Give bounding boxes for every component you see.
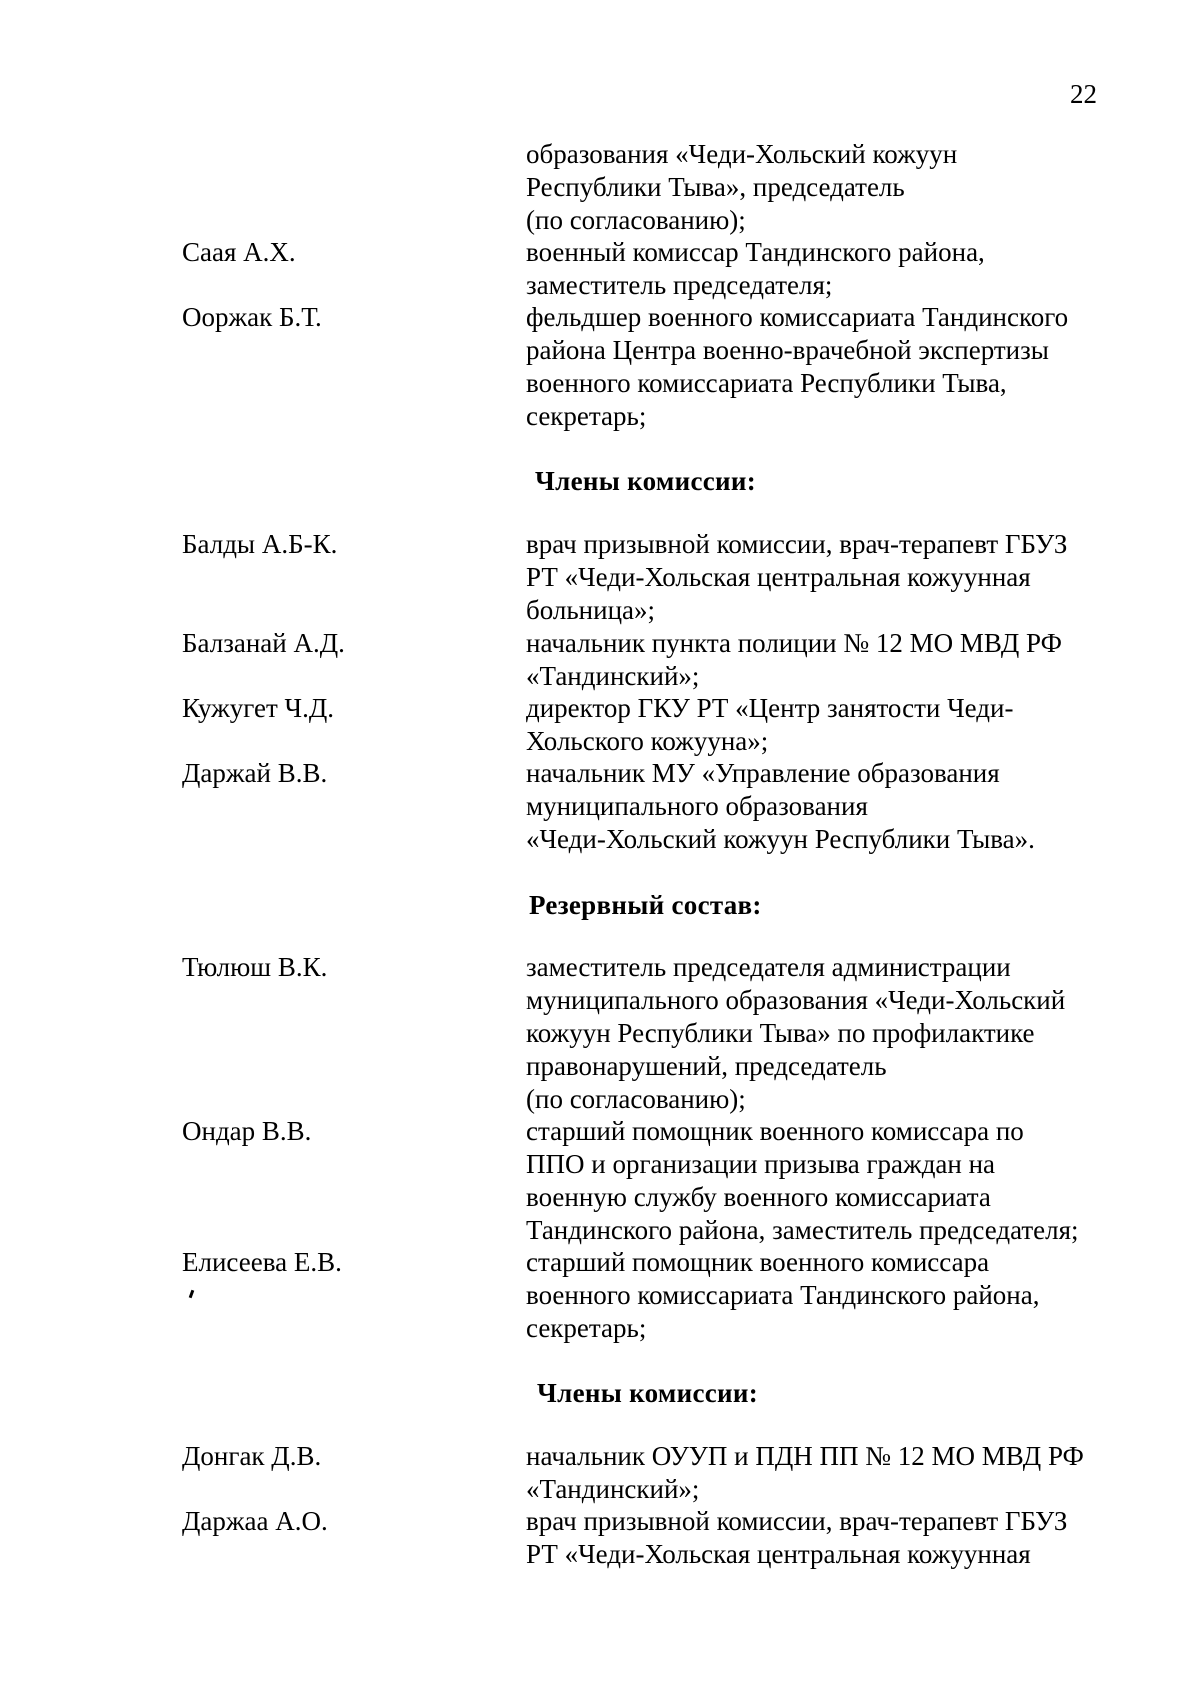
member-role-line: (по согласованию); xyxy=(526,1084,746,1114)
member-role-line: правонарушений, председатель xyxy=(526,1051,887,1081)
page-number: 22 xyxy=(1070,79,1097,109)
member-role-line: директор ГКУ РТ «Центр занятости Чеди- xyxy=(526,693,1014,723)
member-name: Тюлюш В.К. xyxy=(182,952,328,982)
section-heading-reserve: Резервный состав: xyxy=(529,890,762,920)
member-role-line: начальник пункта полиции № 12 МО МВД РФ xyxy=(526,628,1062,658)
member-name: Балды А.Б-К. xyxy=(182,529,338,559)
member-role-line: ППО и организации призыва граждан на xyxy=(526,1149,996,1179)
member-role-line: врач призывной комиссии, врач-терапевт ГБУЗ xyxy=(526,1506,1068,1536)
member-role-line: РТ «Чеди-Хольская центральная кожуунная xyxy=(526,562,1031,592)
scan-mark xyxy=(189,1290,195,1299)
member-name: Кужугет Ч.Д. xyxy=(182,693,334,723)
member-name: Ондар В.В. xyxy=(182,1116,312,1146)
member-role-line: Хольского кожууна»; xyxy=(526,726,769,756)
member-role-line: «Тандинский»; xyxy=(526,1474,700,1504)
member-name: Даржаа А.О. xyxy=(182,1506,328,1536)
member-name: Ооржак Б.Т. xyxy=(182,302,322,332)
member-role-line: фельдшер военного комиссариата Тандинского xyxy=(526,302,1069,332)
member-role-line: заместитель председателя администрации xyxy=(526,952,1011,982)
intro-line: (по согласованию); xyxy=(526,205,746,235)
member-role-line: района Центра военно-врачебной экспертизы xyxy=(526,335,1049,365)
member-role-line: военный комиссар Тандинского района, xyxy=(526,237,985,267)
member-role-line: РТ «Чеди-Хольская центральная кожуунная xyxy=(526,1539,1031,1569)
member-name: Саая А.Х. xyxy=(182,237,296,267)
intro-line: образования «Чеди-Хольский кожуун xyxy=(526,139,958,169)
member-role-line: старший помощник военного комиссара по xyxy=(526,1116,1024,1146)
member-role-line: начальник ОУУП и ПДН ПП № 12 МО МВД РФ xyxy=(526,1441,1084,1471)
intro-line: Республики Тыва», председатель xyxy=(526,172,905,202)
member-role-line: муниципального образования «Чеди-Хольский xyxy=(526,985,1066,1015)
member-role-line: военную службу военного комиссариата xyxy=(526,1182,991,1212)
member-role-line: заместитель председателя; xyxy=(526,270,833,300)
member-role-line: «Тандинский»; xyxy=(526,661,700,691)
member-role-line: муниципального образования xyxy=(526,791,868,821)
member-role-line: начальник МУ «Управление образования xyxy=(526,758,1000,788)
member-name: Донгак Д.В. xyxy=(182,1441,322,1471)
member-role-line: Тандинского района, заместитель председателя; xyxy=(526,1215,1079,1245)
section-heading-members: Члены комиссии: xyxy=(535,466,757,496)
member-role-line: больница»; xyxy=(526,595,656,625)
member-role-line: старший помощник военного комиссара xyxy=(526,1247,990,1277)
section-heading-members: Члены комиссии: xyxy=(537,1378,759,1408)
member-role-line: кожуун Республики Тыва» по профилактике xyxy=(526,1018,1035,1048)
member-role-line: секретарь; xyxy=(526,1313,647,1343)
member-name: Балзанай А.Д. xyxy=(182,628,345,658)
member-role-line: врач призывной комиссии, врач-терапевт ГБУЗ xyxy=(526,529,1068,559)
member-name: Даржай В.В. xyxy=(182,758,328,788)
member-role-line: «Чеди-Хольский кожуун Республики Тыва». xyxy=(526,824,1035,854)
member-role-line: военного комиссариата Тандинского района, xyxy=(526,1280,1040,1310)
member-role-line: секретарь; xyxy=(526,401,647,431)
member-name: Елисеева Е.В. xyxy=(182,1247,342,1277)
member-role-line: военного комиссариата Республики Тыва, xyxy=(526,368,1007,398)
